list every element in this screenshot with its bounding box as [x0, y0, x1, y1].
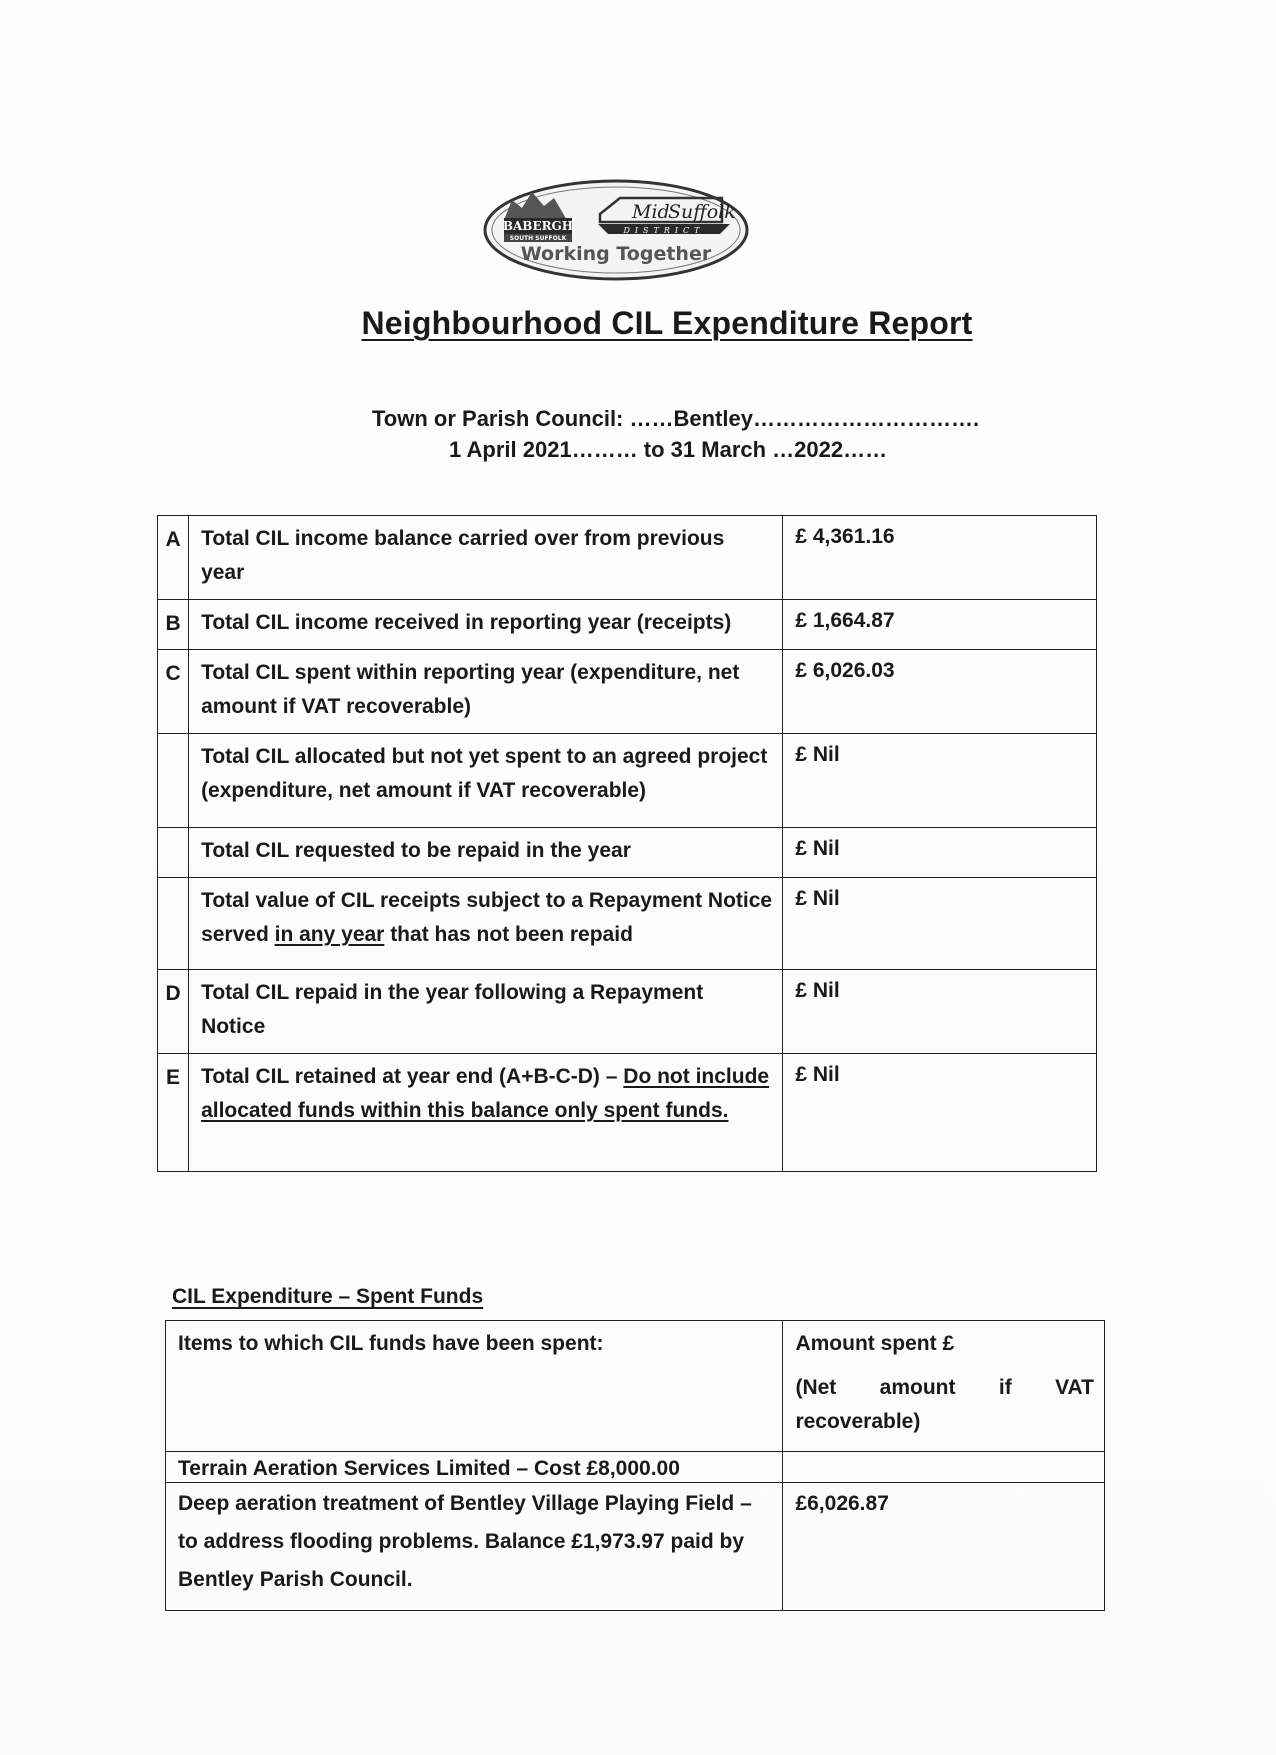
amount-header-net — [795, 1371, 1094, 1405]
logo-left-sub: SOUTH SUFFOLK — [509, 235, 567, 242]
council-line: Town or Parish Council: ……Bentley…………………………. — [372, 406, 980, 431]
net-word: amount — [879, 1376, 956, 1399]
table-row — [158, 650, 1097, 734]
row-description: Total CIL allocated but not yet spent to an agreed project (expenditure, net amount if VAT recoverable) — [189, 734, 783, 828]
table-row — [158, 878, 1097, 970]
row-description — [189, 878, 783, 970]
item-amount: £6,026.87 — [783, 1483, 1105, 1611]
row-description: Total CIL spent within reporting year (expenditure, net amount if VAT recoverable) — [189, 650, 783, 734]
row-letter — [158, 734, 189, 828]
table-row — [158, 600, 1097, 650]
logo-right-name-2: Suffolk — [668, 201, 736, 223]
amount-header — [783, 1321, 1105, 1452]
table-row — [158, 828, 1097, 878]
net-word: VAT — [1055, 1376, 1094, 1399]
row-description-text: that has not been repaid — [384, 923, 633, 946]
items-header: Items to which CIL funds have been spent: — [166, 1321, 783, 1452]
table-row — [158, 734, 1097, 828]
row-letter: C — [158, 650, 189, 734]
row-letter — [158, 828, 189, 878]
table-row — [158, 970, 1097, 1054]
cil-summary-table — [157, 515, 1097, 1172]
period-line: 1 April 2021……… to 31 March …2022…… — [449, 437, 888, 462]
table-row — [166, 1483, 1105, 1611]
net-word: (Net — [795, 1376, 837, 1399]
table-row — [166, 1452, 1105, 1483]
row-letter — [158, 878, 189, 970]
item-description: Deep aeration treatment of Bentley Village Playing Field – to address flooding problems. Balance £1,973.97 paid by Bentley Parish Council. — [166, 1483, 783, 1611]
row-letter: D — [158, 970, 189, 1054]
row-description-text: Total value of CIL receipts subject to a Repayment Notice served — [201, 889, 773, 946]
row-description-underlined: Do not include allocated funds within this balance only spent funds. — [201, 1065, 770, 1122]
spent-funds-heading: CIL Expenditure – Spent Funds — [172, 1285, 484, 1308]
row-amount: £ Nil — [783, 828, 1097, 878]
logo-left-name: BABERGH — [502, 219, 574, 233]
row-description: Total CIL repaid in the year following a Repayment Notice — [189, 970, 783, 1054]
logo-tagline: Working Together — [520, 243, 712, 265]
row-amount: £ 1,664.87 — [783, 600, 1097, 650]
report-title: Neighbourhood CIL Expenditure Report — [361, 305, 973, 341]
row-description-underlined: in any year — [274, 923, 385, 946]
table-header-row — [166, 1321, 1105, 1452]
row-description: Total CIL requested to be repaid in the year — [189, 828, 783, 878]
row-amount: £ Nil — [783, 1054, 1097, 1172]
item-title-amount — [783, 1452, 1105, 1483]
row-description: Total CIL income balance carried over from previous year — [189, 516, 783, 600]
row-description — [189, 1054, 783, 1172]
amount-header-recoverable: recoverable) — [795, 1410, 921, 1433]
table-row — [158, 1054, 1097, 1172]
row-amount: £ Nil — [783, 734, 1097, 828]
amount-header-label: Amount spent £ — [795, 1332, 955, 1355]
item-title: Terrain Aeration Services Limited – Cost £8,000.00 — [166, 1452, 783, 1483]
row-letter: A — [158, 516, 189, 600]
row-description: Total CIL income received in reporting year (receipts) — [189, 600, 783, 650]
row-description-text: Total CIL retained at year end (A+B-C-D) – — [201, 1065, 624, 1088]
row-letter: E — [158, 1054, 189, 1172]
row-amount: £ 4,361.16 — [783, 516, 1097, 600]
council-logo — [482, 178, 750, 282]
row-amount: £ Nil — [783, 970, 1097, 1054]
net-word: if — [998, 1376, 1012, 1399]
spent-funds-table — [165, 1320, 1105, 1611]
table-row — [158, 516, 1097, 600]
row-amount: £ 6,026.03 — [783, 650, 1097, 734]
logo-right-name-1: Mid — [632, 201, 670, 223]
row-letter: B — [158, 600, 189, 650]
row-amount: £ Nil — [783, 878, 1097, 970]
logo-right-sub: DISTRICT — [623, 226, 705, 235]
